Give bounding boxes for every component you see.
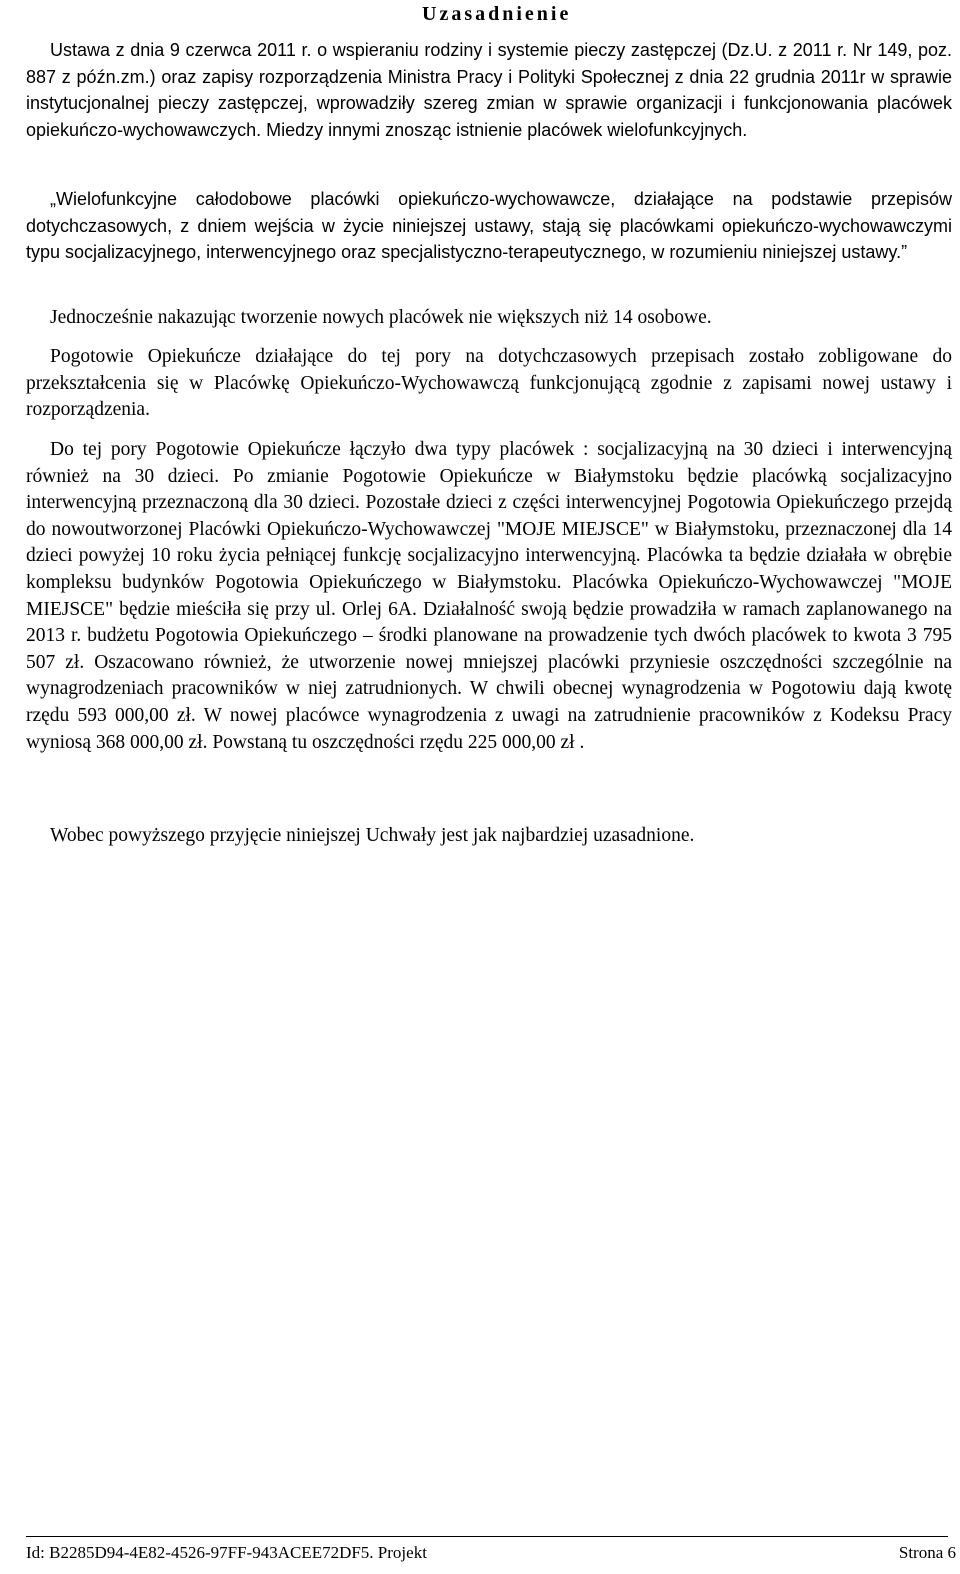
paragraph-size-requirement: Jednocześnie nakazując tworzenie nowych placówek nie większych niż 14 osobowe.	[50, 307, 712, 328]
paragraph-details-and-savings: Do tej pory Pogotowie Opiekuńcze łączyło dwa typy placówek : socjalizacyjną na 30 dzieci i interwencyjną również na 30 dzieci. Po zmianie Pogotowie Opiekuńcze w Białymstoku będzie placówką socjalizacyjno interwencyjną przeznaczoną dla 30 dzieci. Pozostałe dzieci z części interwencyjnej Pogotowia Opiekuńczego przejdą do nowoutworzonej Placówki Opiekuńczo-Wychowawczej "MOJE MIEJSCE" w Białymstoku, przeznaczonej dla 14 dzieci powyżej 10 roku życia pełniącej funkcję socjalizacyjno interwencyjną. Placówka ta będzie działała w obrębie kompleksu budynków Pogotowia Opiekuńczego w Białymstoku. Placówka Opiekuńczo-Wychowawczej "MOJE MIEJSCE" będzie mieściła się przy ul. Orlej 6A. Działalność swoją będzie prowadziła w ramach zaplanowanego na 2013 r. budżetu Pogotowia Opiekuńczego – środki planowane na prowadzenie tych dwóch placówek to kwota 3 795 507 zł. Oszacowano również, że utworzenie nowej mniejszej placówki przyniesie oszczędności szczególnie na wynagrodzeniach pracowników w niej zatrudnionych. W chwili obecnej wynagrodzenia w Pogotowiu dają kwotę rzędu 593 000,00 zł. W nowej placówce wynagrodzenia z uwagi na zatrudnienie pracowników z Kodeksu Pracy wyniosą 368 000,00 zł. Powstaną tu oszczędności rzędu 225 000,00 zł .	[26, 439, 952, 753]
footer-divider	[26, 1536, 948, 1537]
page-footer	[26, 1543, 956, 1563]
paragraph-quoted-provision: „Wielofunkcyjne całodobowe placówki opiekuńczo-wychowawcze, działające na podstawie przepisów dotychczasowych, z dniem wejścia w życie niniejszej ustawy, stają się placówkami opiekuńczo-wychowawczymi typu socjalizacyjnego, interwencyjnego oraz specjalistyczno-terapeutycznego, w rozumieniu niniejszej ustawy.”	[26, 189, 952, 263]
document-heading: Uzasadnienie	[422, 3, 572, 25]
paragraph-conclusion: Wobec powyższego przyjęcie niniejszej Uchwały jest jak najbardziej uzasadnione.	[50, 825, 695, 846]
paragraph-transformation: Pogotowie Opiekuńcze działające do tej pory na dotychczasowych przepisach zostało zobligowane do przekształcenia się w Placówkę Opiekuńczo-Wychowawczą funkcjonującą zgodnie z zapisami nowej ustawy i rozporządzenia.	[26, 346, 952, 421]
document-id: Id: B2285D94-4E82-4526-97FF-943ACEE72DF5. Projekt	[26, 1543, 427, 1562]
paragraph-legal-basis: Ustawa z dnia 9 czerwca 2011 r. o wspieraniu rodziny i systemie pieczy zastępczej (Dz.U. z 2011 r. Nr 149, poz. 887 z późn.zm.) oraz zapisy rozporządzenia Ministra Pracy i Polityki Społecznej z dnia 22 grudnia 2011r w sprawie instytucjonalnej pieczy zastępczej, wprowadziły szereg zmian w sprawie organizacji i funkcjonowania placówek opiekuńczo-wychowawczych. Miedzy innymi znosząc istnienie placówek wielofunkcyjnych.	[26, 40, 952, 140]
page-number: Strona 6	[898, 1543, 956, 1562]
